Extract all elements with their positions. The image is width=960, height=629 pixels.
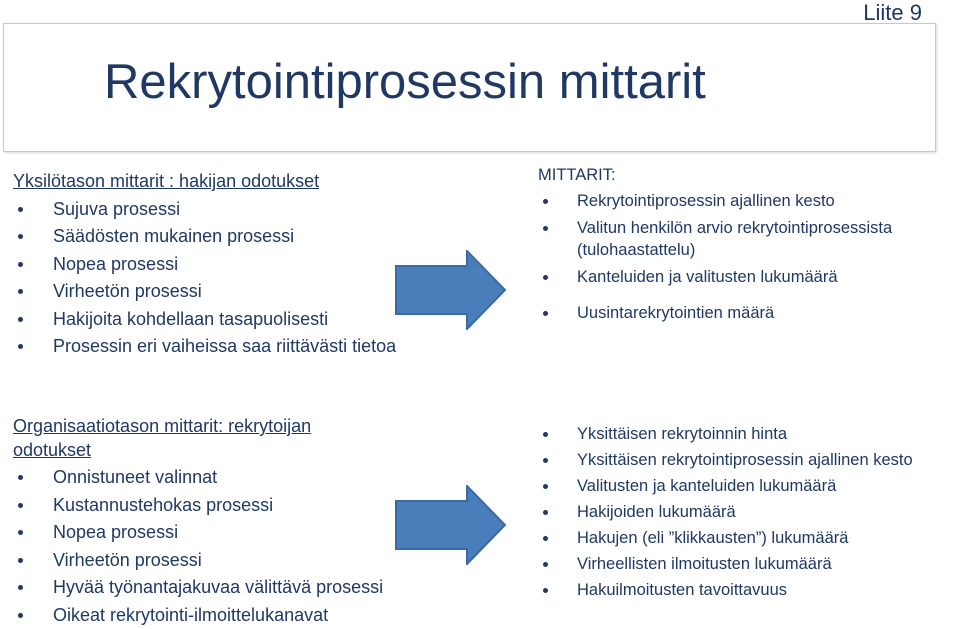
list-item: Yksittäisen rekrytoinnin hinta [538, 423, 938, 445]
list-item: Uusintarekrytointien määrä [538, 302, 960, 324]
list-item: Rekrytointiprosessin ajallinen kesto [538, 190, 960, 212]
individual-heading: Yksilötason mittarit : hakijan odotukset [13, 171, 320, 191]
metrics-heading: MITTARIT: [538, 166, 616, 184]
metrics-list [538, 190, 960, 324]
list-item: Kanteluiden ja valitusten lukumäärä [538, 266, 960, 288]
right-arrow-icon [395, 485, 507, 565]
list-item: Yksittäisen rekrytointiprosessin ajallinen kesto [538, 449, 938, 471]
list-item: Oikeat rekrytointi-ilmoittelukanavat [13, 602, 383, 629]
org-metrics-list [538, 423, 938, 601]
list-item: Onnistuneet valinnat [13, 464, 383, 492]
list-item: Nopea prosessi [13, 519, 383, 547]
page-title: Rekrytointiprosessin mittarit [104, 55, 706, 109]
list-item: Prosessin eri vaiheissa saa riittävästi tietoa [13, 333, 483, 361]
list-item: Nopea prosessi [13, 251, 483, 279]
list-item: Virheetön prosessi [13, 547, 383, 575]
list-item: Virheellisten ilmoitusten lukumäärä [538, 553, 938, 575]
list-item: Hakijoiden lukumäärä [538, 501, 938, 523]
org-metrics-section [538, 423, 938, 605]
list-item: Valitusten ja kanteluiden lukumäärä [538, 475, 938, 497]
organization-section [13, 414, 383, 629]
page-label: Liite 9 [863, 0, 922, 25]
list-item: Sujuva prosessi [13, 196, 483, 224]
organization-heading: Organisaatiotason mittarit: rekrytoijan odotukset [13, 416, 312, 460]
list-item: Säädösten mukainen prosessi [13, 223, 483, 251]
list-item: Hakuilmoitusten tavoittavuus [538, 579, 938, 601]
organization-list [13, 464, 383, 629]
list-item: Virheetön prosessi [13, 278, 483, 306]
metrics-section [538, 164, 960, 329]
list-item: Hakujen (eli ”klikkausten”) lukumäärä [538, 527, 938, 549]
right-arrow-icon [395, 250, 507, 330]
list-item: Kustannustehokas prosessi [13, 492, 383, 520]
list-item: Valitun henkilön arvio rekrytointiprosessista (tulohaastattelu) [538, 217, 960, 261]
list-item: Hyvää työnantajakuvaa välittävä prosessi [13, 574, 383, 602]
list-item: Hakijoita kohdellaan tasapuolisesti [13, 306, 483, 334]
